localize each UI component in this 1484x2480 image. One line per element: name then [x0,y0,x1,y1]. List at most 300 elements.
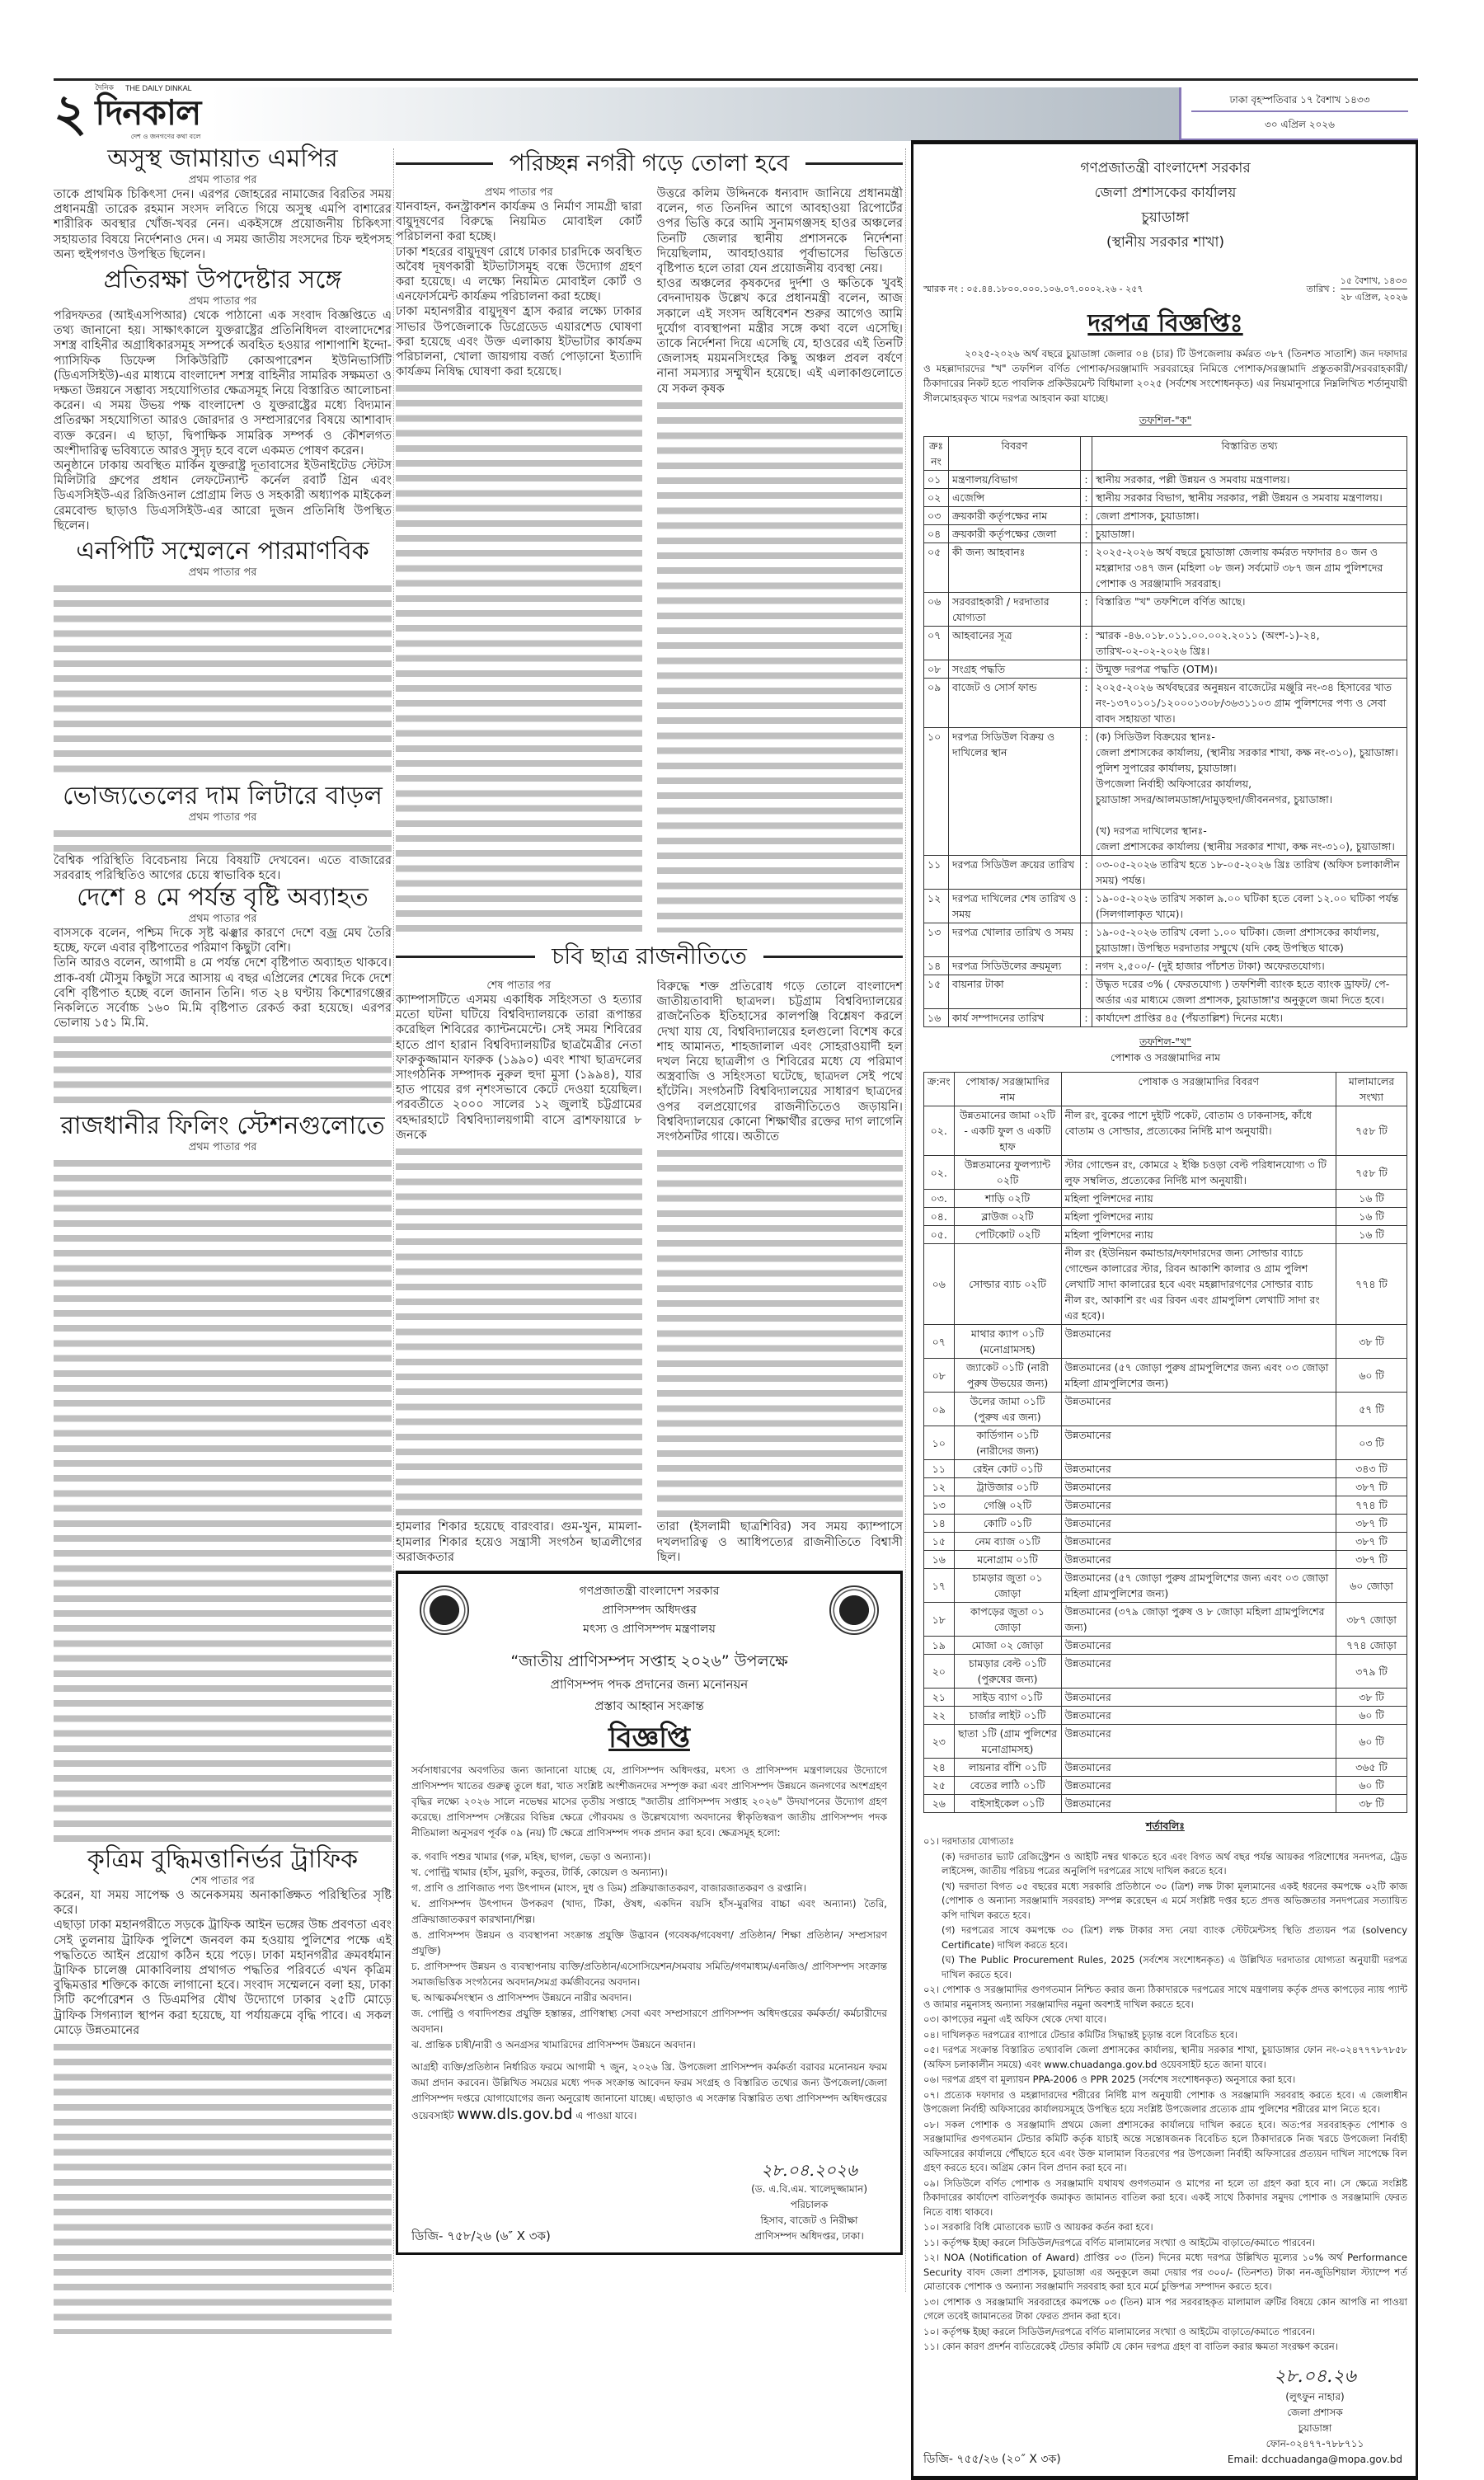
item-name: শাড়ি ০২টি [954,1190,1061,1208]
condition-item: (গ) দরপত্রের সাথে কমপক্ষে ৩০ (ত্রিশ) লক্ষ টাকার সদ্য নেয়া ব্যাংক স্টেটমেন্টসহ স্থিতি প্রত্যয়ন পত্র (solvency Certificate) দাখিল করতে হবে। [942,1924,1407,1951]
item-description: মহিলা পুলিশদের ন্যায় [1061,1208,1336,1226]
paragraph: ঢাকা শহরের বায়ুদূষণ রোধে ঢাকার চারদিকে অবস্থিত অবৈধ দূষণকারী ইটভাটাসমূহ বন্ধে উদ্যোগ গ্রহণ করা হয়েছে। এ লক্ষ্যে নিয়মিত মোবাইল কোর্ট ও এনফোর্সমেন্ট কার্যক্রম পরিচালনা করা হচ্ছে। [396,245,642,304]
item-name: ব্লাউজ ০২টি [954,1208,1061,1226]
header-line: মৎস্য ও প্রাণিসম্পদ মন্ত্রণালয় [583,1623,716,1636]
website-link[interactable]: www.dls.gov.bd [457,2106,573,2123]
row-number: ০৪. [924,1208,955,1226]
tagline: দেশ ও জনগণের কথা বলে [130,133,201,140]
paragraph: ক্যাম্পাসটিতে এসময় একাধিক সহিংসতা ও হত্যার মতো ঘটনা ঘটিয়ে বিশ্ববিদ্যালয়কে তারা রূপান্তর করেছিল শিবিরের ক্যান্টনমেন্টে। সেই সময় শিবিরের হাতে প্রাণ হারান বিশ্ববিদ্যালয়টির ছাত্রমৈত্রীর নেতা ফারুকুজ্জামান ফারুক (১৯৯০) এবং শাখা ছাত্রদলের সাংগঠনিক সম্পাদক নুরুল হুদা মুসা (১৯৯৪), যার হাত পায়ের রগ নৃশংসভাবে কেটে দেওয়া হয়েছিল। পরবর্তীতে ২০০০ সালের ১২ জুলাই চট্টগ্রামের বহদ্দারহাটে বিশ্ববিদ্যালয়গামী বাসে ব্রাশফায়ারে ৮ জনকে [396,993,642,1142]
row-label: দরপত্র দাখিলের শেষ তারিখ ও সময় [949,890,1081,923]
item-name: মনোগ্রাম ০১টি [954,1551,1061,1569]
paragraph: তাকে প্রাথমিক চিকিৎসা দেন। এরপর জোহরের নামাজের বিরতির সময় প্রধানমন্ত্রী তারেক রহমান সংসদ লবিতে গিয়ে অসুস্থ এমপি বাশারের শারীরিক অবস্থার খোঁজ-খবর নেন। একইসঙ্গে প্রয়োজনীয় চিকিৎসা সহায়তার বিষয়ে নির্দেশনাও দেন। এ সময় জাতীয় সংসদের চিফ হুইপসহ অন্য হুইপগণও উপস্থিত ছিলেন। [54,188,392,261]
newspaper-logo: দিনকাল [95,92,201,133]
item-description: উন্নতমানের [1061,1777,1336,1795]
item-description: উন্নতমানের [1061,1393,1336,1426]
row-label: এজেন্সি [949,489,1081,507]
row-number: ২০ [924,1655,955,1689]
row-colon: : [1081,679,1092,728]
item-description: স্টার গোল্ডেন রং, কোমরে ২ ইঞ্চি চওড়া বেল্ট পরিধানযোগ্য ৩ টি লুফ সম্বলিত, প্রত্যেকের নির্দিষ্ট মাপ অনুযায়ী। [1061,1156,1336,1190]
item-quantity: ৬০ টি [1336,1707,1407,1725]
paragraph: যানবাহন, কনস্ট্রাকশন কার্যক্রম ও নির্মাণ সামগ্রী দ্বারা বায়ুদূষণের বিরুদ্ধে নিয়মিত মোবাইল কোর্ট পরিচালনা করা হচ্ছে। [396,200,642,244]
item-name: জ্যাকেট ০১টি (নারী পুরুষ উভয়ের জন্য) [954,1359,1061,1393]
item-quantity: ৩৬৫ টি [1336,1759,1407,1777]
item-quantity: ৭৭৪ জোড়া [1336,1637,1407,1655]
item-description: উন্নতমানের [1061,1707,1336,1725]
paragraph: উত্তরে কলিম উদ্দিনকে ধন্যবাদ জানিয়ে প্রধানমন্ত্রী বলেন, গত তিনদিন আগে আবহাওয়া রিপোর্টের ওপর ভিত্তি করে আমি সুনামগঞ্জসহ হাওর অঞ্চলের তিনটি জেলার স্থানীয় প্রশাসনকে নির্দেশনা দিয়েছিলাম, আবহাওয়ার পূর্বাভাসের ভিত্তিতে বৃষ্টিপাত হলে তারা যেন প্রয়োজনীয় ব্যবস্থা নেয়। [656,187,903,276]
table-row [924,975,1407,1009]
table-row [924,543,1407,593]
table-row [924,1707,1407,1725]
text-continuation [396,1144,642,1518]
item-name: ট্রাউজার ০১টি [954,1478,1061,1496]
row-colon: : [1081,471,1092,489]
row-number: ২২ [924,1707,955,1725]
item-name: উলের জামা ০১টি (পুরুষ এর জন্য) [954,1393,1061,1426]
signatory-line: ফোন-০২৪৭৭-৭৮৮৭১১ [1266,2437,1364,2449]
table-row [924,923,1407,957]
signatory-line: (ড. এ.বি.এম. খালেদুজ্জামান) [751,2183,867,2195]
tender-header [923,156,1407,255]
condition-item: ১১। কর্তৃপক্ষ ইচ্ছা করলে সিডিউল/দরপত্রে বর্ণিত মালামালের সংখ্যা ও আইটেম বাড়াতে/কমাতে পারবেন। [923,2236,1316,2248]
row-colon: : [1081,507,1092,525]
item-quantity: ০৩ টি [1336,1426,1407,1460]
item-quantity: ১৬ টি [1336,1190,1407,1208]
row-value: স্মারক -৪৬.০১৮.০১১.০০.০০২.২০১১ (অংশ-১)-২৪, তারিখ-০২-০২-২০২৬ খ্রিঃ। [1092,627,1407,660]
category-item: গ. প্রাণি ও প্রাণিজাত পণ্য উৎপাদন (মাংস, দুধ ও ডিম) প্রক্রিয়াজাতকরণ, বাজারজাতকরণ ও রপ্তানি। [411,1882,806,1894]
date-bangla: ১৫ বৈশাখ, ১৪৩৩ [1341,273,1407,289]
condition-item: ১৩। পোশাক ও সরঞ্জামাদি সরবরাহের কমপক্ষে ০৩ (তিন) মাস পর সরবরাহকৃত মালামাল ত্রুটির বিষয়ে কোন আপত্তি না পাওয়া গেলে তবেই জামানতের টাকা ফেরত প্রদান করা হবে। [923,2295,1407,2322]
row-label: ক্রয়কারী কর্তৃপক্ষের জেলা [949,525,1081,543]
signatory-line: জেলা প্রশাসক [1287,2406,1343,2418]
row-value: স্থানীয় সরকার, পল্লী উন্নয়ন ও সমবায় মন্ত্রণালয়। [1092,471,1407,489]
row-number: ১১ [924,856,949,890]
row-value: উদ্ধৃত দরের ৩% ( ফেরতযোগ্য ) তফশিলী ব্যাংক হতে ব্যাংক ড্রাফট/ পে-অর্ডার এর মাধ্যমে জেলা প্রশাসক, চুয়াডাঙ্গা'র অনুকূলে জমা দিতে হবে। [1092,975,1407,1009]
paragraph: বৈশ্বিক পরিস্থিতি বিবেচনায় নিয়ে বিষয়টি দেখবেন। এতে বাজারের সরবরাহ পরিস্থিতিও আগের চেয়ে স্বাভাবিক হবে। [54,853,392,882]
paragraph: ঢাকা মহানগরীর বায়ুদূষণ হ্রাস করার লক্ষ্যে ঢাকার সাভার উপজেলাকে ডিগ্রেডেড এয়ারশেড ঘোষণা করা হয়েছে এবং উক্ত এলাকায় ইটভাটার কার্যক্রম পরিচালনা, খোলা জায়গায় বর্জ্য পোড়ানো ইত্যাদি কার্যক্রম নিষিদ্ধ ঘোষণা করা হয়েছে। [396,305,642,379]
table-row [924,1533,1407,1551]
item-description: উন্নতমানের [1061,1637,1336,1655]
condition-item: ০৬। দরপত্র গ্রহণ বা মূল্যায়ন PPA-2006 ও PPR 2025 (সর্বশেষ সংশোধনকৃত) অনুসারে করা হবে। [923,2074,1296,2085]
header-line: চুয়াডাঙ্গা [1141,209,1190,226]
ad-subtitle: প্রাণিসম্পদ পদক প্রদানের জন্য মনোনয়ন [550,1677,749,1692]
continuation-label: প্রথম পাতার পর [484,186,553,199]
row-number: ২৬ [924,1795,955,1813]
row-number: ১৬ [924,1551,955,1569]
row-number: ০৮ [924,1359,955,1393]
item-quantity: ৩৮৭ টি [1336,1533,1407,1551]
row-number: ০১ [924,471,949,489]
item-quantity: ৬০ টি [1336,1777,1407,1795]
row-number: ২১ [924,1689,955,1707]
table-row [924,660,1407,679]
row-value: ২০২৫-২০২৬ অর্থ বছরে চুয়াডাঙ্গা জেলায় কর্মরত দফাদার ৪০ জন ও মহল্লাদার ৩৪৭ জন (মহিলা ০৮ জন) সর্বমোট ৩৮৭ জন গ্রাম পুলিশদের পোশাক ও সরঞ্জামাদি সরবরাহ। [1092,543,1407,593]
headline-rule [396,162,493,165]
table-row [924,1725,1407,1759]
header-line: গণপ্রজাতন্ত্রী বাংলাদেশ সরকার [579,1585,720,1598]
table-row [924,1603,1407,1637]
row-number: ২৩ [924,1725,955,1759]
item-name: লায়নার বাঁশি ০১টি [954,1759,1061,1777]
condition-item: ১০। সরকারি বিধি মোতাবেক ভ্যাট ও আয়কর কর্তন করা হবে। [923,2221,1153,2233]
row-number: ০৯ [924,1393,955,1426]
closing-suffix: এ পাওয়া যাবে। [575,2110,637,2121]
table-row [924,1478,1407,1496]
item-description: উন্নতমানের [1061,1533,1336,1551]
top-rule [54,78,1418,81]
row-label: সংগ্রহ পদ্ধতি [949,660,1081,679]
continuation-label: প্রথম পাতার পর [188,1141,257,1154]
row-colon: : [1081,890,1092,923]
item-description: উন্নতমানের [1061,1551,1336,1569]
article [54,883,392,1111]
row-value: ১৯-০৫-২০২৬ তারিখ বেলা ১.০০ ঘটিকা। জেলা প্রশাসকের কার্যালয়, চুয়াডাঙ্গা। উপস্থিত দরদাতার সম্মুখে (যদি কেহ উপস্থিত থাকে) [1092,923,1407,957]
row-number: ১২ [924,1478,955,1496]
row-colon: : [1081,660,1092,679]
headline: প্রতিরক্ষা উপদেষ্টার সঙ্গে [103,265,342,295]
row-label: আহবানের সূত্র [949,627,1081,660]
category-item: চ. প্রাণিসম্পদ উন্নয়ন ও ব্যবস্থাপনায় ব্যক্তি/প্রতিষ্ঠান/এসোসিয়েশন/সমবায় সমিতি/গণমাধ্যম/এনজিও/ প্রাণিসম্পদ সংক্রান্ত সমাজভিত্তিক সংগঠনের অবদান/সমগ্র কর্মজীবনের অবদান। [411,1961,887,1988]
conditions-title: শর্তাবলিঃ [1146,1820,1185,1832]
article [54,782,392,883]
row-number: ০২. [924,1106,955,1156]
col-header: পোষাক/ সরঞ্জামাদির নাম [954,1073,1061,1106]
article-header [396,940,903,973]
row-number: ২৪ [924,1759,955,1777]
row-value: ১৯-০৫-২০২৬ তারিখ সকাল ৯.০০ ঘটিকা হতে বেলা ১২.০০ ঘটিকা পর্যন্ত (সিলগালাকৃত খামে)। [1092,890,1407,923]
ad-closing [411,2060,887,2124]
item-name: কোটি ০১টি [954,1515,1061,1533]
row-number: ০৩. [924,1190,955,1208]
category-item: ছ. আত্মকর্মসংস্থান ও প্রাণিসম্পদ উন্নয়নে নারীর অবদান। [411,1992,632,2003]
table-row [924,1244,1407,1325]
row-number: ০৯ [924,679,949,728]
memo-number: স্মারক নং : ০৫.৪৪.১৮০০.০০০.১০৬.০৭.০০০২.২৬ - ২৫৭ [923,284,1144,294]
ad-occasion: “জাতীয় প্রাণিসম্পদ সপ্তাহ ২০২৬” উপলক্ষে [510,1652,788,1670]
page-number: ২ [54,82,87,143]
table-row [924,507,1407,525]
row-label: দরপত্র সিডিউল ক্রয়ের তারিখ [949,856,1081,890]
row-label: সরবরাহকারী / দরদাতার যোগ্যতা [949,593,1081,627]
row-colon: : [1081,728,1092,856]
signatory-line: হিসাব, বাজেট ও নিরীক্ষা [760,2215,858,2226]
item-quantity: ৩৮৭ টি [1336,1478,1407,1496]
table-row [924,1655,1407,1689]
article-clean-city [396,147,903,934]
headline: দেশে ৪ মে পর্যন্ত বৃষ্টি অব্যাহত [77,883,369,913]
ad-header [411,1582,887,1639]
continuation-label: শেষ পাতার পর [486,979,552,992]
table-row [924,1551,1407,1569]
article [54,144,392,265]
paragraph: তিনি আরও বলেন, আগামী ৪ মে পর্যন্ত দেশে বৃষ্টিপাত অব্যাহত থাকবে। প্রাক-বর্ষা মৌসুম কিছুটা সরে আসায় এ বছর এপ্রিলের শেষের দিকে দেশে বেশি বৃষ্টিপাত হচ্ছে বলে জানান তিনি। গত ২৪ ঘণ্টায় কিশোরগঞ্জের নিকলিতে সর্বোচ্চ ১৬০ মি.মি বৃষ্টিপাত রেকর্ড করা হয়েছে। এরপর ভোলায় ১৫১ মি.মি. [54,956,392,1031]
header-line: জেলা প্রশাসকের কার্যালয় [1094,185,1237,201]
table-row [924,1325,1407,1359]
schedule-a-title: তফশিল-"ক" [1139,414,1192,426]
category-item: জ. পোল্ট্রি ও গবাদিপশুর প্রযুক্তি হস্তান্তর, প্রাণিস্বাস্থ্য সেবা এবং সম্প্রসারণে প্রাণিসম্পদ অধিদপ্তরের কর্মকর্তা/ কর্মচারীদের অবদান। [411,2008,887,2035]
row-number: ০৭ [924,627,949,660]
item-quantity: ১৬ টি [1336,1226,1407,1244]
article-column [657,186,904,934]
continuation-label: প্রথম পাতার পর [188,295,257,308]
table-row [924,1795,1407,1813]
row-number: ০২. [924,1156,955,1190]
table-row [924,525,1407,543]
condition-item: ০৮। সকল পোশাক ও সরঞ্জামাদি প্রথমে জেলা প্রশাসকের কার্যালয়ে দাখিল করতে হবে। অত:পর সরবরাহকৃত পোশাক ও সরঞ্জামাদির গুণগতমান টেন্ডার কমিটি কর্তৃক যাচাই অন্তে সন্তোষজনক বিবেচিত হলে ঠিকাদারকে নিজ খরচে উপজেলা নির্বাহী অফিসারের কার্যালয়ে পৌঁছাতে হবে এবং উক্ত মালামাল বিতরণের পর উপজেলা নির্বাহী অফিসারের প্রত্যয়ন দাখিল সাপেক্ষে বিল গ্রহণ করতে হবে। অগ্রিম কোন বিল প্রদান করা হবে না। [923,2118,1407,2173]
row-number: ১৬ [924,1009,949,1027]
row-number: ১২ [924,890,949,923]
text-continuation [54,826,392,852]
signature: ২৮.০৪.২০২৬ [761,2160,857,2180]
row-label: কী জন্য আহবানঃ [949,543,1081,593]
headline: চবি ছাত্র রাজনীতিতে [552,942,747,970]
row-number: ১৩ [924,1496,955,1515]
headline-rule [763,956,903,958]
signatory-line: পরিচালক [790,2199,829,2210]
livestock-notice-ad [396,1571,903,2255]
row-value: নগদ ২,৫০০/- (দুই হাজার পাঁচশত টাকা) অফেরতযোগ্য। [1092,957,1407,975]
item-quantity: ৩৮৭ টি [1336,1515,1407,1533]
table-row [924,679,1407,728]
row-number: ০৫ [924,543,949,593]
col-header-spacer [1081,437,1092,471]
table-row [924,1156,1407,1190]
headline-rule [396,956,535,958]
table-row [924,1689,1407,1707]
masthead-banner [210,87,1179,141]
item-name: ছাতা ১টি (গ্রাম পুলিশের মনোগ্রামসহ) [954,1725,1061,1759]
row-label: দরপত্র সিডিউলের ক্রয়মূল্য [949,957,1081,975]
row-number: ০৭ [924,1325,955,1359]
row-number: ০৬ [924,593,949,627]
logo-block [95,84,210,146]
item-quantity: ৩৮ টি [1336,1795,1407,1813]
livestock-dept-seal-icon [829,1585,879,1635]
category-item: ঘ. প্রাণিসম্পদ উৎপাদন উপকরণ (খাদ্য, টিকা, ঔষধ, একদিন বয়সি হাঁস-মুরগির বাচ্চা এবং অন্যান্য) তৈরি, প্রক্রিয়াজাতকরণ কারখানা/শিল্প। [411,1898,887,1925]
continuation-label: প্রথম পাতার পর [188,913,257,926]
table-row [924,728,1407,856]
row-number: ১০ [924,1426,955,1460]
condition-item: ০২। পোশাক ও সরঞ্জামাদির গুণগতমান নিশ্চিত করার জন্য ঠিকাদারকে দরপত্রের সাথে মন্ত্রণালয় কর্তৃক প্রদত্ত কাপড়ের ন্যায় প্যান্ট ও জামার নমুনাসহ অন্যান্য সরঞ্জামাদির নমুনা অবশ্যই দাখিল করতে হবে। [923,1984,1407,2010]
closing-text: আগ্রহী ব্যক্তি/প্রতিষ্ঠান নির্ধারিত ফরমে আগামী ৭ জুন, ২০২৬ খ্রি. উপজেলা প্রাণিসম্পদ কর্মকর্তা বরাবর মনোনয়ন ফরম জমা প্রদান করবেন। উল্লিখিত সময়ের মধ্যে পদক সংক্রান্ত আবেদন ফরম সংগ্রহ ও বিস্তারিত তথ্যের জন্য উপজেলা/জেলা প্রাণিসম্পদ দপ্তরে যোগাযোগের জন্য অনুরোধ জানানো যাচ্ছে। এছাড়াও এ সংক্রান্ত বিস্তারিত তথ্য প্রাণিসম্পদ অধিদপ্তরের ওয়েবসাইট [411,2061,887,2121]
table-row [924,489,1407,507]
text-continuation [54,1156,392,1844]
row-colon: : [1081,923,1092,957]
item-quantity: ৭৭৪ টি [1336,1244,1407,1325]
text-continuation [54,1032,392,1110]
row-colon: : [1081,856,1092,890]
item-description: উন্নতমানের [1061,1325,1336,1359]
tender-title: দরপত্র বিজ্ঞপ্তিঃ [1087,309,1243,338]
item-quantity: ৭৭৪ টি [1336,1496,1407,1515]
schedule-b-subtitle: পোশাক ও সরঞ্জামাদির নাম [1110,1051,1221,1064]
row-number: ১১ [924,1460,955,1478]
schedule-b-table [923,1072,1407,1813]
row-label: ক্রয়কারী কর্তৃপক্ষের নাম [949,507,1081,525]
signatory-line: (লুৎফুন নাহার) [1285,2390,1345,2402]
col-header: বিস্তারিত তথ্য [1092,437,1407,471]
ad-code: ডিজি- ৭৫৮/২৬ (৬″ X ৩ক) [411,2229,551,2243]
row-value: স্থানীয় সরকার বিভাগ, স্থানীয় সরকার, পল্লী উন্নয়ন ও সমবায় মন্ত্রণালয়। [1092,489,1407,507]
table-row [924,1190,1407,1208]
item-name: চামড়ার জুতা ০১ জোড়া [954,1569,1061,1603]
condition-item: ১১। কোন কারণ প্রদর্শন ব্যতিরেকেই টেন্ডার কমিটি যে কোন দরপত্র গ্রহণ বা বাতিল করার ক্ষমতা সংরক্ষণ করেন। [923,2341,1338,2352]
continuation-label: প্রথম পাতার পর [188,174,257,186]
ad-subtitle: প্রস্তাব আহ্বান সংক্রান্ত [594,1698,704,1713]
item-description: মহিলা পুলিশদের ন্যায় [1061,1190,1336,1208]
row-value: ২০২৫-২০২৬ অর্থবছরের অনুন্নয়ন বাজেটের মঞ্জুরি নং-৩৪ হিসাবের খাত নং-১৩৭০১০১/১২০০০১৩০৮/৩৬৩১১০৩ গ্রাম পুলিশদের পণ্য ও সেবা বাবদ সহায়তা খাত। [1092,679,1407,728]
condition-item: ০৩। কাপড়ের নমুনা এই অফিস থেকে দেখা যাবে। [923,2013,1106,2025]
item-quantity: ৬০ জোড়া [1336,1569,1407,1603]
paragraph: হামলার শিকার হয়েছে বারংবার। গুম-খুন, মামলা-হামলার শিকার হয়েও সন্ত্রাসী সংগঠন ছাত্রলীগের অরাজকতার [396,1520,642,1564]
condition-item: ০৯। সিডিউলে বর্ণিত পোশাক ও সরঞ্জামাদি যথাযথ গুণগতমান ও মাপের না হলে তা গ্রহণ করা হবে না। সে ক্ষেত্রে সংশ্লিষ্ট ঠিকাদারের কার্যাদেশ বাতিলপূর্বক জমাকৃত জামানত বাতিল করা হবে। একই সাথে ঠিকাদার সমুদয় পোশাক ও সরঞ্জামাদি ফেরত নিতে বাধ্য থাকবে। [923,2177,1407,2218]
item-quantity: ৩৮ টি [1336,1325,1407,1359]
table-row [924,957,1407,975]
row-colon: : [1081,1009,1092,1027]
table-row [924,1208,1407,1226]
row-number: ১৪ [924,1515,955,1533]
paragraph: পরিদফতর (আইএসপিআর) থেকে পাঠানো এক সংবাদ বিজ্ঞপ্তিতে এ তথ্য জানানো হয়। সাক্ষাৎকালে যুক্তরাষ্ট্রের প্রতিনিধিদল বাংলাদেশের সশস্ত্র বাহিনীর অগ্রাধিকারসমূহ সম্পর্কে অবহিত হওয়ার পাশাপাশি ইন্দো-প্যাসিফিক ডিফেন্স সিকিউরিটি কোঅপারেশন ইউনিভার্সিটি (ডিএসসিইউ)-এর মাধ্যমে বাংলাদেশ সশস্ত্র বাহিনীর সামরিক সক্ষমতা ও দক্ষতা উন্নয়নে সম্ভাব্য সহযোগিতার ক্ষেত্রসমূহ নিয়ে বিস্তারিত আলোচনা করেন। এ সময় উভয় পক্ষ বাংলাদেশ ও যুক্তরাষ্ট্রের মধ্যে বিদ্যমান প্রতিরক্ষা সহযোগিতা আরও জোরদার ও সম্প্রসারণের বিষয়ে আশাবাদ ব্যক্ত করেন। এ ছাড়া, দ্বিপাক্ষিক সামরিক সম্পর্ক ও কৌশলগত অংশীদারিত্ব ভবিষ্যতে আরও সুদৃঢ় হবে বলে একমত পোষণ করেন। [54,309,392,458]
row-number: ১৯ [924,1637,955,1655]
condition-item: (ক) দরদাতার ভ্যাট রেজিস্ট্রেশন ও আইটি নম্বর থাকতে হবে এবং বিগত অর্থ বছর পর্যন্ত আয়কর পরিশোধের সনদপত্র, ট্রেড লাইসেন্স, জাতীয় পরিচয় পত্রের অনুলিপি দরপত্রের সাথে দাখিল করতে হবে। [942,1850,1407,1876]
table-row [924,1393,1407,1426]
row-colon: : [1081,543,1092,593]
row-colon: : [1081,525,1092,543]
headline: এনপিটি সম্মেলনে পারমাণবিক [76,537,369,566]
row-number: ০৪ [924,525,949,543]
item-name: সাইড ব্যাগ ০১টি [954,1689,1061,1707]
row-value: ০৩-০৫-২০২৬ তারিখ হতে ১৮-০৫-২০২৬ খ্রিঃ তারিখ (অফিস চলাকালীন সময়) পর্যন্ত। [1092,856,1407,890]
condition-item: (খ) দরদাতা বিগত ০৫ বছরের মধ্যে সরকারি প্রতিষ্ঠানে ৩০ (ত্রিশ) লক্ষ টাকা মূল্যমানের একই ধরনের কমপক্ষে ০২টি কাজ (পোশাক ও অন্যান্য সরঞ্জামাদি সরবরাহ) সম্পন্ন করেছেন এ মর্মে সংশ্লিষ্ট দপ্তর হতে প্রদত্ত অভিজ্ঞতার সনদপত্রের সত্যায়িত কপি দাখিল করতে হবে। [942,1880,1407,1921]
ad-title: বিজ্ঞপ্তি [608,1721,690,1754]
item-name: বাইসাইকেল ০১টি [954,1795,1061,1813]
row-label: বাজেট ও সোর্স ফান্ড [949,679,1081,728]
condition-item: ১০। কর্তৃপক্ষ ইচ্ছা করলে সিডিউল/দরপত্রে বর্ণিত মালামালের সংখ্যা ও আইটেম বাড়াতে/কমাতে পারবেন। [923,2325,1316,2337]
item-name: উন্নতমানের ফুলপ্যান্ট ০২টি [954,1156,1061,1190]
table-row [924,1009,1407,1027]
schedule-b-title: তফশিল-"খ" [1139,1036,1192,1048]
header-line: প্রাণিসম্পদ অধিদপ্তর [602,1604,697,1617]
table-row [924,1637,1407,1655]
continuation-label: শেষ পাতার পর [190,1875,255,1888]
signatory-line: চুয়াডাঙ্গা [1298,2421,1332,2434]
date-english: ৩০ এপ্রিল ২০২৬ [1265,119,1335,130]
row-colon: : [1081,489,1092,507]
row-value: চুয়াডাঙ্গা। [1092,525,1407,543]
date-box [1179,87,1418,141]
article-cu-politics [396,940,903,1565]
row-number: ২৫ [924,1777,955,1795]
article [54,265,392,537]
item-description: উন্নতমানের [1061,1515,1336,1533]
signature: ২৮.০৪.২৬ [1274,2365,1356,2387]
paragraph: হাওর অঞ্চলের কৃষকদের দুর্দশা ও ক্ষতিকে খুবই বেদনাদায়ক উল্লেখ করে প্রধানমন্ত্রী বলেন, আজ সকালে এই সংসদ অধিবেশন শুরুর আগেও আমি দুর্যোগ ব্যবস্থাপনা মন্ত্রীর সঙ্গে কথা বলে এসেছি। তাকে নির্দেশনা দিয়ে এসেছি যে, হাওরের এই তিনটি জেলাসহ ময়মনসিংহের কিছু অঞ্চল প্রবল বর্ষণে নানা সমস্যার সম্মুখীন হয়েছে। এই এলাকাগুলোতে যে সকল কৃষক [656,277,903,396]
tender-notice-ad [911,140,1418,2480]
item-name: রেইন কোট ০১টি [954,1460,1061,1478]
row-number: ১৭ [924,1569,955,1603]
item-description: উন্নতমানের [1061,1460,1336,1478]
table-row [924,1496,1407,1515]
row-number: ১৩ [924,923,949,957]
text-continuation [657,1146,904,1518]
ad-footer [411,2150,887,2244]
article-column [657,979,904,1565]
row-number: ০৫. [924,1226,955,1244]
article-column [396,979,642,1565]
row-number: ০৮ [924,660,949,679]
table-row [924,1226,1407,1244]
paragraph: এছাড়া ঢাকা মহানগরীতে সড়কে ট্রাফিক আইন ভঙ্গের উচ্চ প্রবণতা এবং সেই তুলনায় ট্রাফিক পুলিশে জনবল কম হওয়ায় পুলিশের পক্ষে এই পদ্ধতিতে আইন প্রয়োগ কঠিন হয়ে পড়ে। ঢাকা মহানগরীর ক্রমবর্ধমান ট্রাফিক চালেঞ্জ মোকাবিলায় প্রথাগত পদ্ধতির পরিবর্তে এখন কৃত্রিম বুদ্ধিমত্তার শক্তিকে কাজে লাগানো হবে। সংবাদ সম্মেলনে বলা হয়, ঢাকা সিটি কর্পোরেশন ও ডিএমপির যৌথ উদ্যোগে ঢাকার ২৫টি মোড়ে ট্রাফিক সিগন্যাল স্থাপন করা হয়েছে, যা পর্যায়ক্রমে বৃদ্ধি পাবে। এ সকল মোড়ে উন্নতমানের [54,1919,392,2037]
header-line: (স্থানীয় সরকার শাখা) [1106,234,1225,251]
paragraph: করেন, যা সময় সাপেক্ষ ও অনেকসময় অনাকাঙ্ক্ষিত পরিস্থিতির সৃষ্টি করে। [54,1889,392,1918]
item-description: নীল রং (ইউনিয়ন কমান্ডার/দফাদারদের জন্য সোল্ডার ব্যাচে গোল্ডেন কালারের স্টার, রিবন আকাশি কালার ও গ্রাম পুলিশ লেখাটি সাদা কালারের হবে এবং মহল্লাদারগণের সোল্ডার ব্যাচ নীল রং, আকাশি রং এর রিবন এবং গ্রামপুলিশ লেখাটি সাদা রং এর হবে)। [1061,1244,1336,1325]
column-divider [393,148,394,2292]
item-description: উন্নতমানের [1061,1795,1336,1813]
row-colon: : [1081,957,1092,975]
row-value: বিস্তারিত "খ" তফশিলে বর্ণিত আছে। [1092,593,1407,627]
text-continuation [396,381,642,932]
tender-signatory [1228,2365,1402,2468]
text-continuation [657,398,904,932]
item-description: উন্নতমানের (৫৭ জোড়া পুরুষ গ্রামপুলিশের জন্য এবং ০৩ জোড়া মহিলা গ্রামপুলিশের জন্য) [1061,1569,1336,1603]
paragraph: বিরুদ্ধে শক্ত প্রতিরোধ গড়ে তোলে বাংলাদেশ জাতীয়তাবাদী ছাত্রদল। চট্টগ্রাম বিশ্ববিদ্যালয়ের রাজনৈতিক ইতিহাসের কালপঞ্জি বিশ্লেষণ করলে দেখা যায় যে, বিশ্ববিদ্যালয়ের হলগুলো বিশেষ করে শাহ আমানত, শাহজালাল এবং সোহরাওয়ার্দী হল দখল নিয়ে ছাত্রলীগ ও শিবিরের মধ্যে যে পরিমাণ অস্ত্রবাজি ও সহিংসতা ঘটেছে, ছাত্রদল সেই পথে হাঁটেনি। সংগঠনটি বিশ্ববিদ্যালয়ের সাধারণ ছাত্রদের ওপর বলপ্রয়োগের রাজনীতিতেও জড়ায়নি। বিশ্ববিদ্যালয়ের কোনো শিক্ষার্থীর রক্তের দাগ লাগেনি সংগঠনটির গায়ে। অতীতে [656,980,903,1144]
item-quantity: ৩৪৩ টি [1336,1460,1407,1478]
item-description: উন্নতমানের (৫৭ জোড়া পুরুষ গ্রামপুলিশের জন্য এবং ০৩ জোড়া মহিলা গ্রামপুলিশের জন্য) [1061,1359,1336,1393]
col-header: ক্রঃ নং [924,437,949,471]
text-continuation [54,581,392,780]
table-row [924,1759,1407,1777]
table-row [924,1426,1407,1460]
item-description: মহিলা পুলিশদের ন্যায় [1061,1226,1336,1244]
item-name: পেটিকোট ০২টি [954,1226,1061,1244]
signatory-line: প্রাণিসম্পদ অধিদপ্তর, ঢাকা। [754,2230,864,2242]
article-header [396,147,903,180]
row-number: ১৫ [924,1533,955,1551]
continuation-label: প্রথম পাতার পর [188,811,257,824]
item-description: উন্নতমানের [1061,1478,1336,1496]
bangladesh-govt-seal-icon [420,1585,469,1635]
row-colon: : [1081,593,1092,627]
condition-item: ০৪। দাখিলকৃত দরপত্রের ব্যাপারে টেন্ডার কমিটির সিদ্ধান্তই চূড়ান্ত বলে বিবেচিত হবে। [923,2028,1238,2041]
table-row [924,890,1407,923]
row-number: ১৮ [924,1603,955,1637]
paragraph: অনুষ্ঠানে ঢাকায় অবস্থিত মার্কিন যুক্তরাষ্ট্র দূতাবাসের ইউনাইটেড স্টেটস মিলিটারি গ্রুপের প্রধান লেফটেন্যান্ট কর্নেল রবার্ট গ্রিন এবং ডিএসসিইউ-এর রিজিওনাল প্রোগ্রাম লিড ও সহকারী অধ্যাপক মাইকেল রেমবোল্ড ছাড়াও ডিএসসিইউ-এর আরো দুজন প্রতিনিধি উপস্থিত ছিলেন। [54,459,392,533]
table-row [924,593,1407,627]
headline: ভোজ্যতেলের দাম লিটারে বাড়ল [63,782,383,811]
item-name: বেতের লাঠি ০১টি [954,1777,1061,1795]
table-row [924,471,1407,489]
header-line: গণপ্রজাতন্ত্রী বাংলাদেশ সরকার [1080,160,1251,176]
table-row [924,1777,1407,1795]
condition-item: ০১। দরদাতার যোগ্যতাঃ [923,1835,1014,1847]
table-row [924,1569,1407,1603]
item-quantity: ৬০ টি [1336,1725,1407,1759]
row-label: বায়নার টাকা [949,975,1081,1009]
item-name: উন্নতমানের জামা ০২টি - একটি ফুল ও একটি হাফ [954,1106,1061,1156]
item-quantity: ৬০ টি [1336,1359,1407,1393]
row-number: ০৬ [924,1244,955,1325]
category-item: খ. পোল্ট্রি খামার (হাঁস, মুরগি, কবুতর, টার্কি, কোয়েল ও অন্যান্য)। [411,1867,668,1878]
condition-item: (ঘ) The Public Procurement Rules, 2025 (সর্বশেষ সংশোধনকৃত) এ উল্লিখিত দরদাতার যোগ্যতা অনুযায়ী দরপত্র দাখিল করতে হবে। [942,1954,1407,1980]
row-number: ১০ [924,728,949,856]
table-row [924,1515,1407,1533]
headline: পরিচ্ছন্ন নগরী গড়ে তোলা হবে [509,149,790,176]
date-english: ২৮ এপ্রিল, ২০২৬ [1340,292,1407,303]
item-quantity: ৩৭৯ টি [1336,1655,1407,1689]
ad-intro: সর্বসাধারণের অবগতির জন্য জানানো যাচ্ছে যে, প্রাণিসম্পদ অধিদপ্তর, মৎস্য ও প্রাণিসম্পদ মন্ত্রণালয়ের উদ্যোগে প্রাণিসম্পদ খাতের গুরুত্ব তুলে ধরা, খাত সংশ্লিষ্ট অংশীজনদের সম্পৃক্ত করা এবং প্রাণিসম্পদ উন্নয়নে জনগণের অংশগ্রহণ বৃদ্ধির লক্ষ্যে ২০২৬ সালে নভেম্বর মাসের তৃতীয় সপ্তাহে "জাতীয় প্রাণিসম্পদ সপ্তাহ ২০২৬" উদযাপনের উদ্যোগ গ্রহণ করেছে। প্রাণিসম্পদ সেক্টরের বিভিন্ন ক্ষেত্রে গৌরবময় ও উল্লেখযোগ্য অবদানের স্বীকৃতিস্বরূপ জাতীয় প্রাণিসম্পদ পদক নীতিমালা অনুসরণ পূর্বক ০৯ (নয়) টি ক্ষেত্রে প্রাণিসম্পদ পদক প্রদান করা হবে। ক্ষেত্রসমূহ হলো: [411,1764,887,1839]
category-list [411,1849,887,2053]
article [54,1845,392,2336]
category-item: ক. গবাদি পশুর খামার (গরু, মহিষ, ছাগল, ভেড়া ও অন্যান্য)। [411,1851,651,1862]
